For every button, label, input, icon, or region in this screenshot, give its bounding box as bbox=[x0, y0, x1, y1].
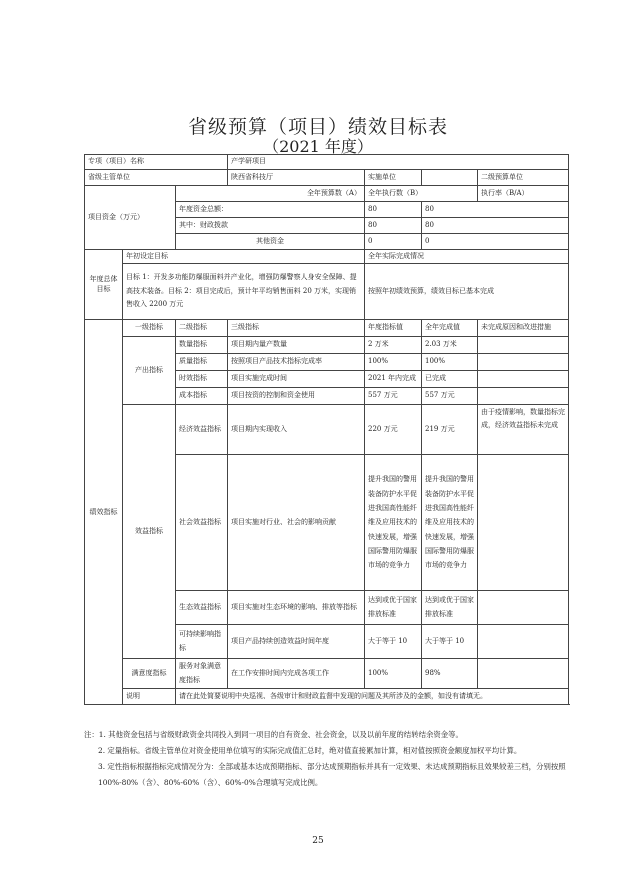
benefit-eco-actual: 达到或优于国家排放标准 bbox=[422, 591, 478, 625]
funds-row-budget: 0 bbox=[365, 234, 422, 250]
output-target: 100% bbox=[365, 354, 422, 371]
satisfaction-target: 100% bbox=[365, 659, 422, 689]
output-row bbox=[85, 337, 569, 354]
output-reason bbox=[478, 371, 569, 388]
perf-header-row bbox=[85, 320, 569, 337]
benefit-social-reason bbox=[478, 455, 569, 591]
benefit-sustain-reason bbox=[478, 625, 569, 659]
page-number: 25 bbox=[312, 836, 324, 846]
funds-label: 项目资金（万元） bbox=[85, 186, 176, 250]
funds-row-budget: 80 bbox=[365, 218, 422, 234]
goal-actual-text: 按照年初绩效预算，绩效目标已基本完成 bbox=[365, 264, 569, 320]
satisfaction-actual: 98% bbox=[422, 659, 478, 689]
output-label: 产出指标 bbox=[123, 337, 176, 405]
perf-h1: 一级指标 bbox=[123, 320, 176, 337]
output-l2: 质量指标 bbox=[176, 354, 228, 371]
funds-row-label: 其他资金 bbox=[176, 234, 365, 250]
benefit-row bbox=[85, 405, 569, 455]
output-actual: 557 万元 bbox=[422, 388, 478, 405]
dept-label: 省级主管单位 bbox=[85, 170, 228, 186]
performance-table bbox=[84, 154, 569, 705]
benefit-eco-l2: 生态效益指标 bbox=[176, 591, 228, 625]
funds-row-label: 其中：财政拨款 bbox=[176, 218, 365, 234]
benefit-social-l3: 项目实施对行业、社会的影响贡献 bbox=[228, 455, 365, 591]
note-item: 3. 定性指标根据指标完成情况分为：全部或基本达成预期指标、部分达成预期指标并具有一定效果、未达成预期指标且效果较差三档，分别按照 100%-80%（含）、80%-60%（含）、60%-0%合理填写完成比例。 bbox=[98, 761, 566, 787]
satisfaction-label: 满意度指标 bbox=[123, 659, 176, 689]
output-reason bbox=[478, 337, 569, 354]
goal-actual-label: 全年实际完成情况 bbox=[365, 250, 569, 264]
project-name-label: 专项（项目）名称 bbox=[85, 155, 228, 170]
output-reason bbox=[478, 354, 569, 371]
funds-row-exec: 80 bbox=[422, 202, 569, 218]
benefit-econ-target: 220 万元 bbox=[365, 405, 422, 455]
goal-planned-text: 目标 1：开发多功能防爆服面料并产业化，增强防爆警察人身安全保障、提高技术装备。目标 2：项目完成后，预计年平均销售面料 20 万米，实现销售收入 2200 万元 bbox=[123, 264, 365, 320]
notes bbox=[84, 727, 574, 791]
impl-label: 实施单位 bbox=[365, 170, 422, 186]
benefit-eco-target: 达到或优于国家排放标准 bbox=[365, 591, 422, 625]
output-target: 2021 年内完成 bbox=[365, 371, 422, 388]
output-actual: 已完成 bbox=[422, 371, 478, 388]
output-l3: 按照项目产品技术指标完成率 bbox=[228, 354, 365, 371]
goal-label: 年度总体目标 bbox=[85, 250, 123, 320]
benefit-eco-l3: 项目实施对生态环境的影响、排放等指标 bbox=[228, 591, 365, 625]
perf-h4: 年度指标值 bbox=[365, 320, 422, 337]
output-l2: 数量指标 bbox=[176, 337, 228, 354]
dept-value: 陕西省科技厅 bbox=[228, 170, 365, 186]
output-actual: 2.03 万米 bbox=[422, 337, 478, 354]
benefit-eco-reason bbox=[478, 591, 569, 625]
funds-col-budget: 全年预算数（A） bbox=[176, 186, 365, 202]
note-item: 2. 定量指标。省级主管单位对资金使用单位填写的实际完成值汇总时，绝对值直接累加计算，相对值按照资金额度加权平均计算。 bbox=[98, 745, 522, 755]
output-l2: 成本指标 bbox=[176, 388, 228, 405]
output-reason bbox=[478, 388, 569, 405]
perf-label: 绩效指标 bbox=[85, 320, 123, 705]
project-name-value: 产学研项目 bbox=[228, 155, 569, 170]
dept-row bbox=[85, 170, 569, 186]
remark-row bbox=[85, 689, 569, 705]
note-item: 注：1. 其他资金包括与省级财政资金共同投入到同一项目的自有资金、社会资金，以及以前年度的结转结余资金等。 bbox=[84, 730, 463, 739]
satisfaction-row bbox=[85, 659, 569, 689]
benefit-social-l2: 社会效益指标 bbox=[176, 455, 228, 591]
funds-col-exec: 全年执行数（B） bbox=[365, 186, 478, 202]
impl-value bbox=[422, 170, 478, 186]
satisfaction-l3: 在工作安排时间内完成各项工作 bbox=[228, 659, 365, 689]
unit-label: 二级预算单位 bbox=[478, 170, 569, 186]
output-l3: 项目按资的控制和资金使用 bbox=[228, 388, 365, 405]
benefit-sustain-l2: 可持续影响指标 bbox=[176, 625, 228, 659]
funds-header-row bbox=[85, 186, 569, 202]
funds-row-label: 年度资金总额： bbox=[176, 202, 365, 218]
benefit-social-actual: 提升我国的警用装备防护水平促进我国高性能纤维及应用技术的快速发展，增强国际警用防爆服市场的竞争力 bbox=[422, 455, 478, 591]
output-l3: 项目期内量产数量 bbox=[228, 337, 365, 354]
perf-h5: 全年完成值 bbox=[422, 320, 478, 337]
page-subtitle: （2021 年度） bbox=[263, 137, 373, 156]
benefit-econ-l3: 项目期内实现收入 bbox=[228, 405, 365, 455]
benefit-sustain-target: 大于等于 10 bbox=[365, 625, 422, 659]
funds-row-exec: 80 bbox=[422, 218, 569, 234]
perf-h6: 未完成原因和改进措施 bbox=[478, 320, 569, 337]
benefit-econ-actual: 219 万元 bbox=[422, 405, 478, 455]
project-name-row bbox=[85, 155, 569, 170]
goal-planned-label: 年初设定目标 bbox=[123, 250, 365, 264]
benefit-econ-reason: 由于疫情影响，数量指标完成，经济效益指标未完成 bbox=[478, 405, 569, 455]
output-l2: 时效指标 bbox=[176, 371, 228, 388]
remark-label: 说明 bbox=[123, 689, 176, 705]
satisfaction-reason bbox=[478, 659, 569, 689]
benefit-label: 效益指标 bbox=[123, 405, 176, 659]
page-title: 省级预算（项目）绩效目标表 bbox=[187, 116, 448, 138]
goal-header-row bbox=[85, 250, 569, 264]
funds-row-exec: 0 bbox=[422, 234, 569, 250]
output-target: 2 万米 bbox=[365, 337, 422, 354]
benefit-social-target: 提升我国的警用装备防护水平促进我国高性能纤维及应用技术的快速发展，增强国际警用防爆服市场的竞争力 bbox=[365, 455, 422, 591]
output-actual: 100% bbox=[422, 354, 478, 371]
output-target: 557 万元 bbox=[365, 388, 422, 405]
benefit-sustain-l3: 项目产品持续创造效益时间年度 bbox=[228, 625, 365, 659]
perf-h2: 二级指标 bbox=[176, 320, 228, 337]
benefit-econ-l2: 经济效益指标 bbox=[176, 405, 228, 455]
output-l3: 项目实施完成时间 bbox=[228, 371, 365, 388]
perf-h3: 三级指标 bbox=[228, 320, 365, 337]
satisfaction-l2: 服务对象满意度指标 bbox=[176, 659, 228, 689]
funds-row-budget: 80 bbox=[365, 202, 422, 218]
benefit-sustain-actual: 大于等于 10 bbox=[422, 625, 478, 659]
goal-content-row bbox=[85, 264, 569, 320]
remark-text: 请在此处简要说明中央巡视、各级审计和财政监督中发现的问题及其所涉及的金额，如没有请填无。 bbox=[176, 689, 569, 705]
funds-col-rate: 执行率（B/A） bbox=[478, 186, 569, 202]
